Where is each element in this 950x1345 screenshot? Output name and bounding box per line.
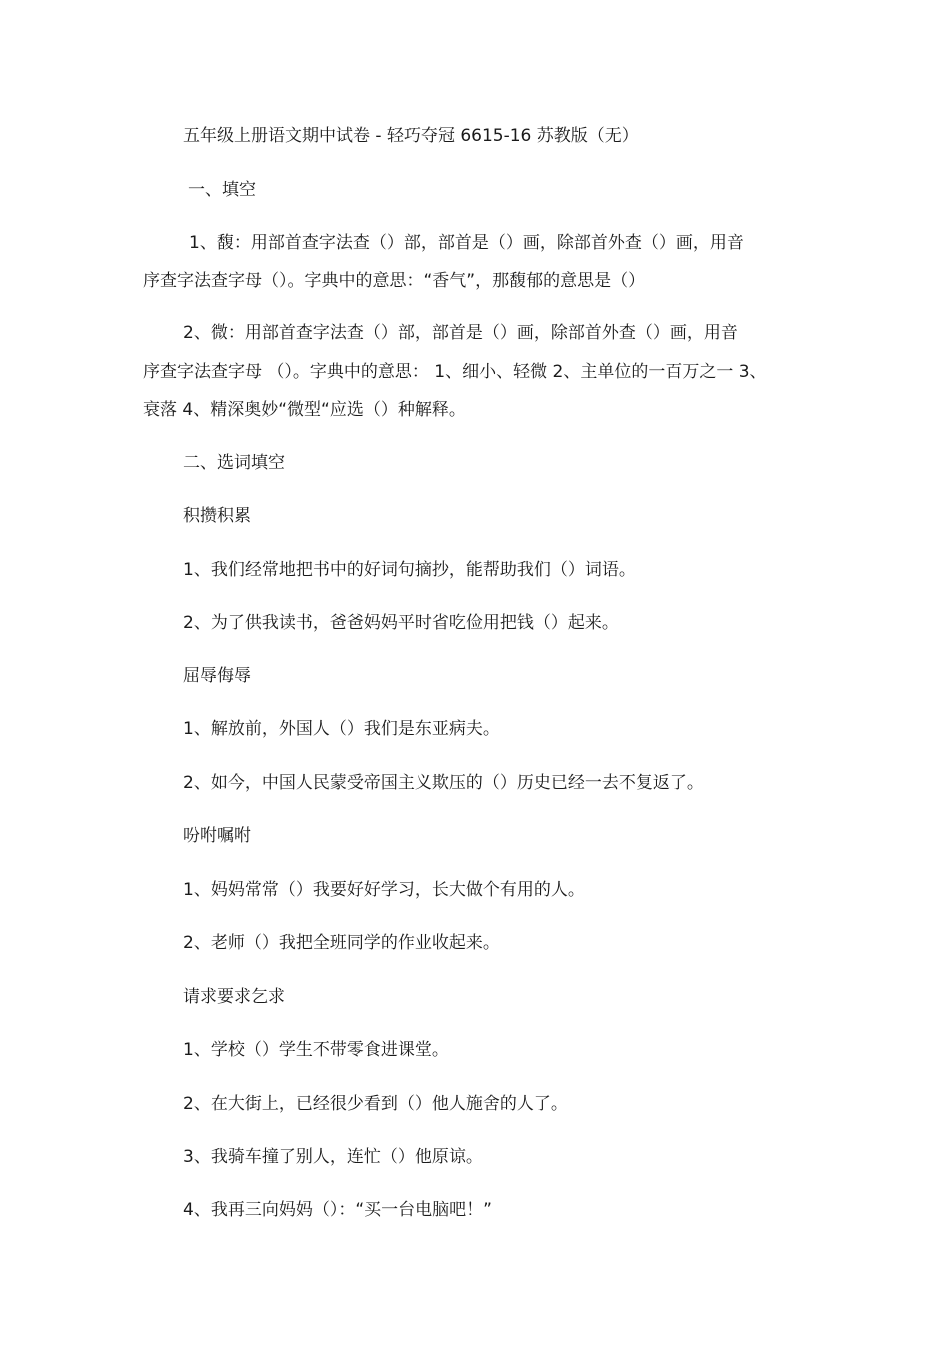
word-group-1-item-2: 2、为了供我读书，爸爸妈妈平时省吃俭用把钱（）起来。	[183, 613, 619, 633]
question-2-line-1: 2、微：用部首查字法查（）部，部首是（）画，除部首外查（）画，用音	[183, 323, 738, 343]
word-group-2-words: 屈辱侮辱	[183, 666, 251, 686]
document-title: 五年级上册语文期中试卷 - 轻巧夺冠 6615-16 苏教版（无）	[183, 126, 639, 146]
word-group-4-item-1: 1、学校（）学生不带零食进课堂。	[183, 1040, 449, 1060]
word-group-2-item-1: 1、解放前，外国人（）我们是东亚病夫。	[183, 719, 500, 739]
word-group-3-item-1: 1、妈妈常常（）我要好好学习，长大做个有用的人。	[183, 880, 585, 900]
word-group-1-words: 积攒积累	[183, 506, 251, 526]
question-2-line-3: 衰落 4、精深奥妙“微型“应选（）种解释。	[143, 400, 466, 420]
word-group-4-item-2: 2、在大街上，已经很少看到（）他人施舍的人了。	[183, 1094, 568, 1114]
word-group-1-item-1: 1、我们经常地把书中的好词句摘抄，能帮助我们（）词语。	[183, 560, 636, 580]
word-group-3-item-2: 2、老师（）我把全班同学的作业收起来。	[183, 933, 500, 953]
word-group-4-item-3: 3、我骑车撞了别人，连忙（）他原谅。	[183, 1147, 483, 1167]
question-1-line-2: 序查字法查字母（）。字典中的意思：“香气”，那馥郁的意思是（）	[143, 271, 646, 291]
word-group-4-words: 请求要求乞求	[183, 987, 285, 1007]
word-group-4-item-4: 4、我再三向妈妈（）：“买一台电脑吧！”	[183, 1200, 492, 1220]
word-group-2-item-2: 2、如今，中国人民蒙受帝国主义欺压的（）历史已经一去不复返了。	[183, 773, 704, 793]
question-2-line-2: 序查字法查字母 （）。字典中的意思： 1、细小、轻微 2、主单位的一百万之一 3、	[143, 362, 767, 382]
section-1-heading: 一、填空	[188, 180, 256, 200]
section-2-heading: 二、选词填空	[183, 453, 285, 473]
question-1-line-1: 1、馥：用部首查字法查（）部，部首是（）画，除部首外查（）画，用音	[189, 233, 744, 253]
word-group-3-words: 吩咐嘱咐	[183, 826, 251, 846]
